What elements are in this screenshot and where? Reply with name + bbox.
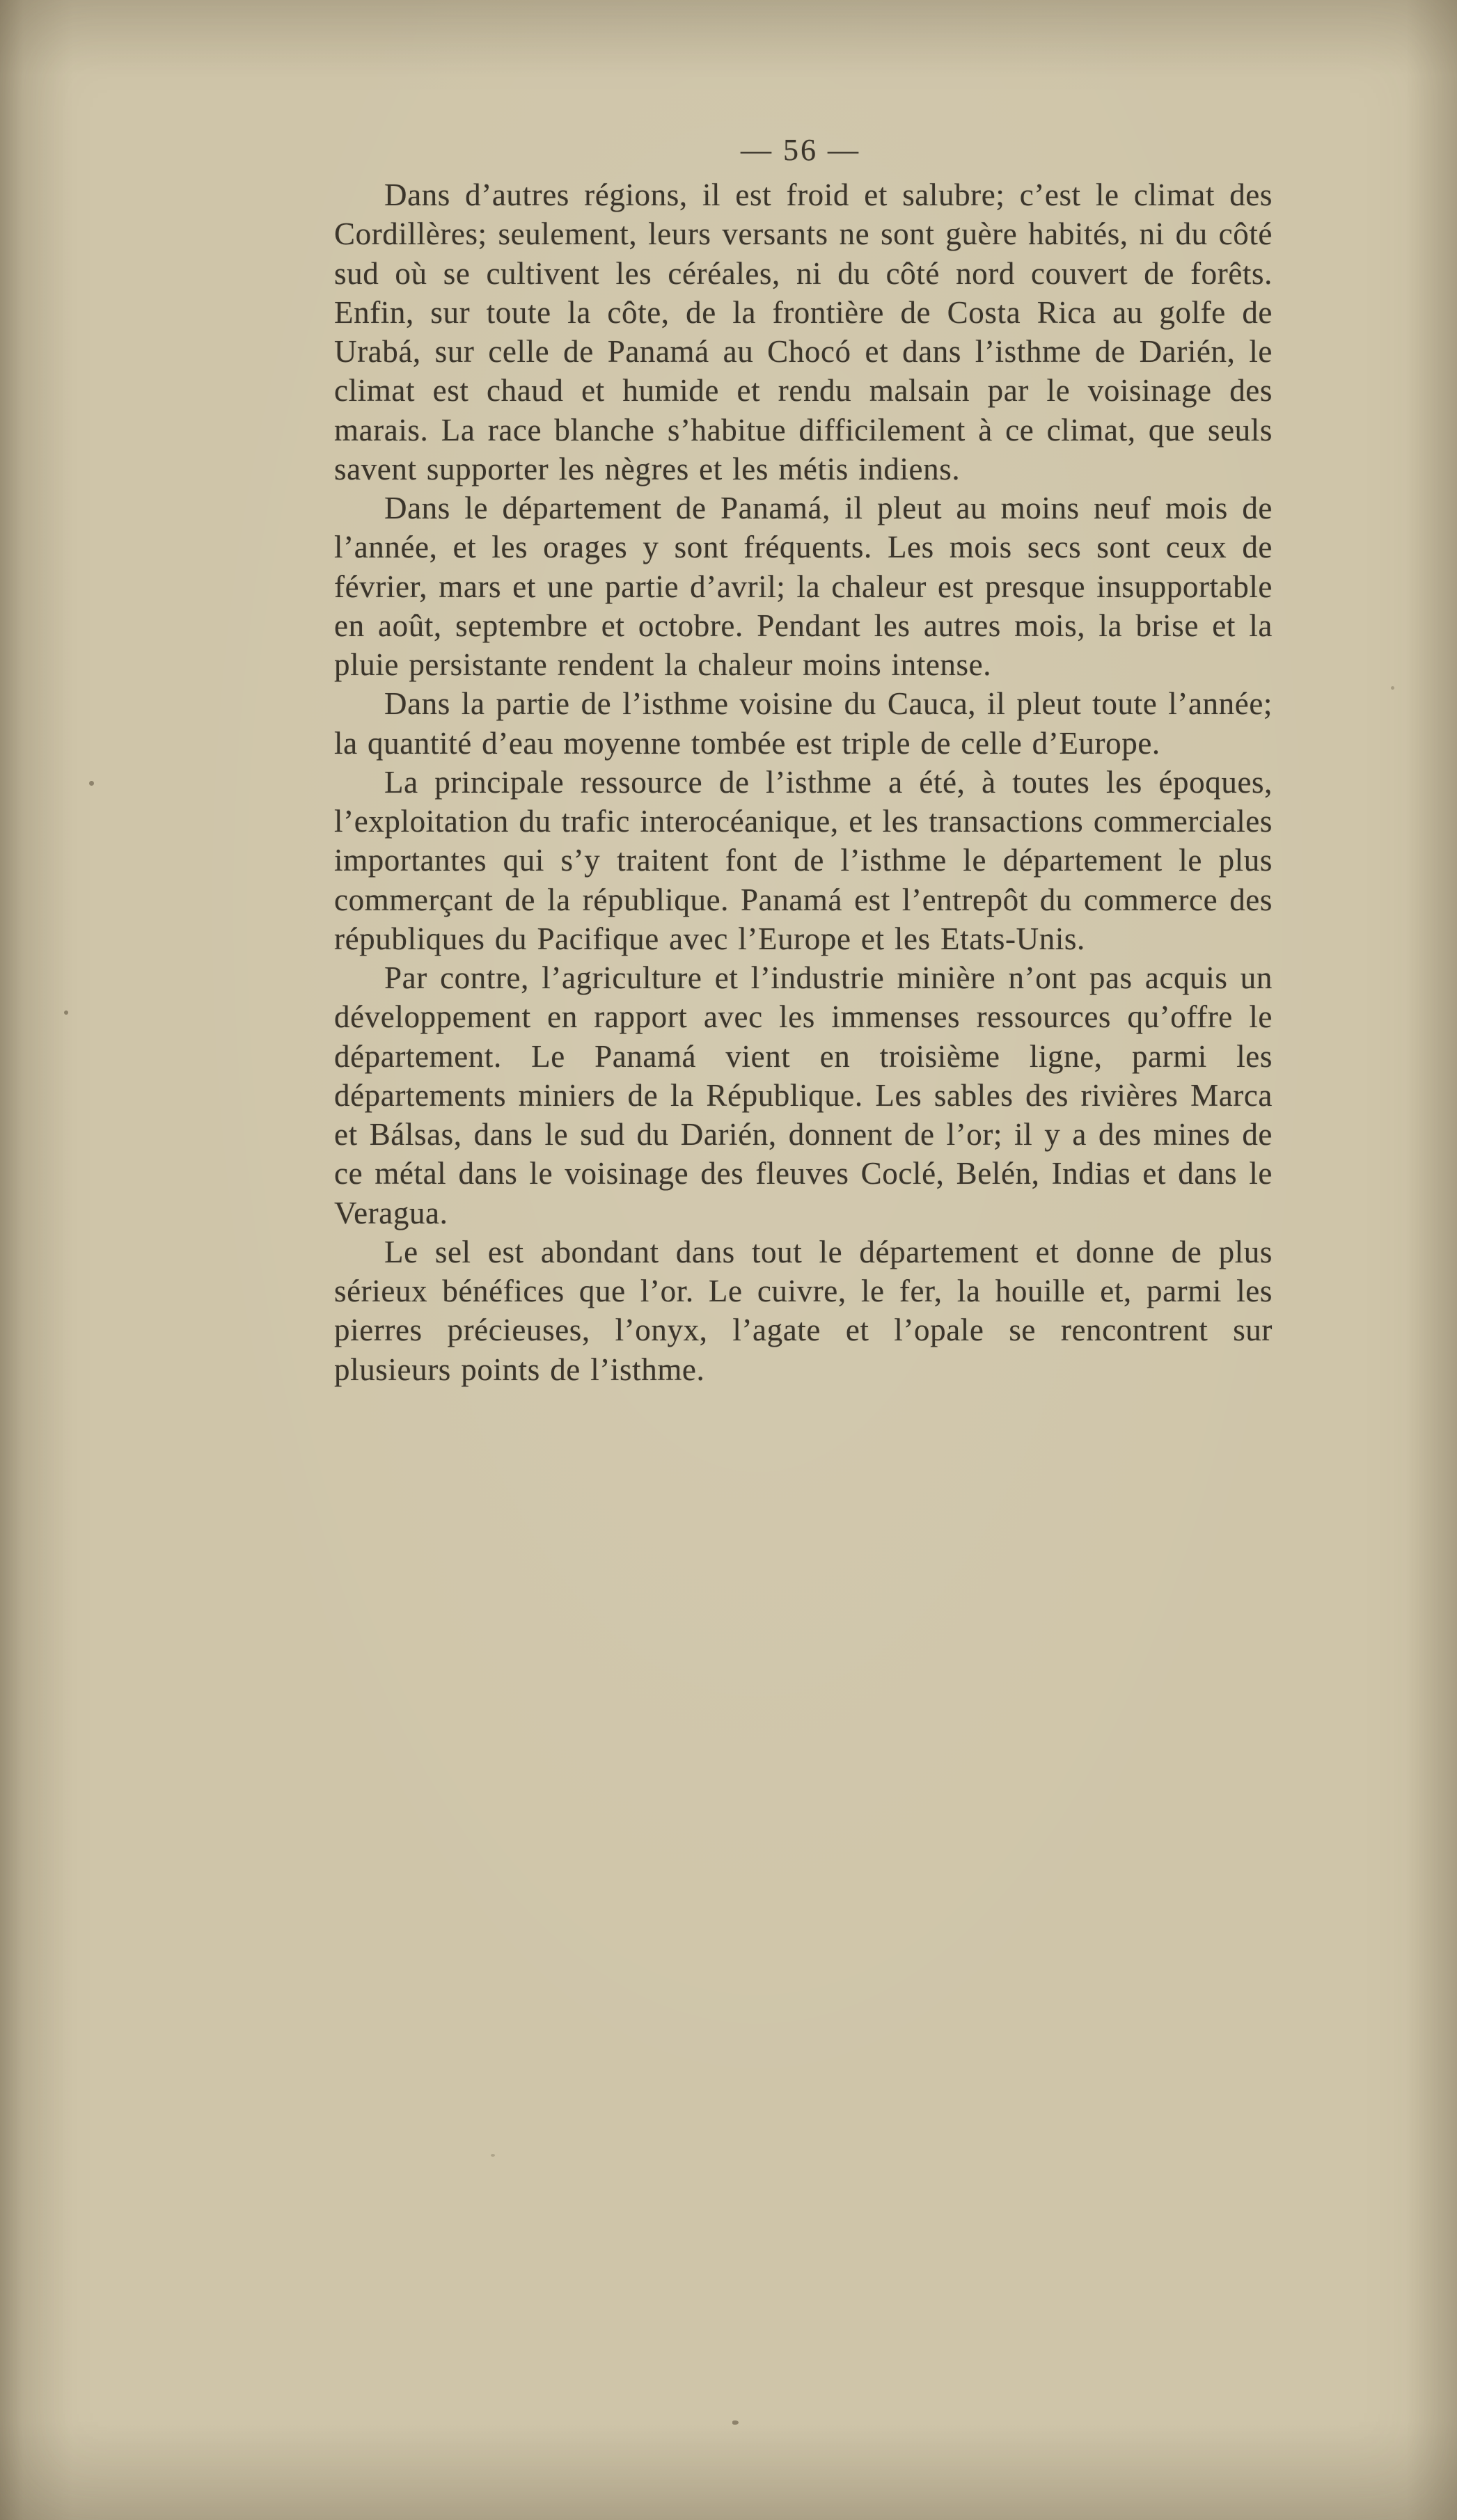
scan-speck bbox=[64, 1011, 68, 1015]
scan-speck bbox=[491, 2154, 495, 2157]
paragraph-rain-seasons: Dans le département de Panamá, il pleut au moins neuf mois de l’année, et les orages y sont fréquents. Les mois secs sont ceux de février, mars et une partie d’avril; la chaleur est presque insupportable en août, septembre et octobre. Pendant les autres mois, la brise et la pluie persistante rendent la chaleur moins intense. bbox=[334, 491, 1273, 682]
text-block bbox=[334, 175, 1273, 1389]
paragraph-salt-minerals: Le sel est abondant dans tout le département et donne de plus sérieux bénéfices que l’or. Le cuivre, le fer, la houille et, parmi les pierres précieuses, l’onyx, l’agate et l’opale se rencontrent sur plusieurs points de l’isthme. bbox=[334, 1234, 1273, 1387]
page-number: — 56 — bbox=[741, 133, 860, 167]
paragraph-mining-resources: Par contre, l’agriculture et l’industrie minière n’ont pas acquis un développement en rapport avec les immenses ressources qu’offre le département. Le Panamá vient en troisième ligne, parmi les départements miniers de la République. Les sables des rivières Marca et Bálsas, dans le sud du Darién, donnent de l’or; il y a des mines de ce métal dans le voisinage des fleuves Coclé, Belén, Indias et dans le Veragua. bbox=[334, 960, 1273, 1230]
paragraph-climate-regions: Dans d’autres régions, il est froid et salubre; c’est le climat des Cordillères; seulement, leurs versants ne sont guère habités, ni du côté sud où se cultivent les céréales, ni du côté nord couvert de forêts. Enfin, sur toute la côte, de la frontière de Costa Rica au golfe de Urabá, sur celle de Panamá au Chocó et dans l’isthme de Darién, le climat est chaud et humide et rendu malsain par le voisinage des marais. La race blanche s’habitue difficilement à ce climat, que seuls savent supporter les nègres et les métis indiens. bbox=[334, 177, 1273, 486]
scan-speck bbox=[1391, 686, 1394, 690]
scan-speck bbox=[89, 781, 94, 786]
paragraph-cauca-rainfall: Dans la partie de l’isthme voisine du Cauca, il pleut toute l’année; la quantité d’eau moyenne tombée est triple de celle d’Europe. bbox=[334, 686, 1273, 761]
scan-speck bbox=[732, 2420, 739, 2425]
paragraph-isthmus-commerce: La principale ressource de l’isthme a été, à toutes les époques, l’exploitation du trafic interocéanique, et les transactions commerciales importantes qui s’y traitent font de l’isthme le département le plus commerçant de la république. Panamá est l’entrepôt du commerce des républiques du Pacifique avec l’Europe et les Etats-Unis. bbox=[334, 764, 1273, 956]
